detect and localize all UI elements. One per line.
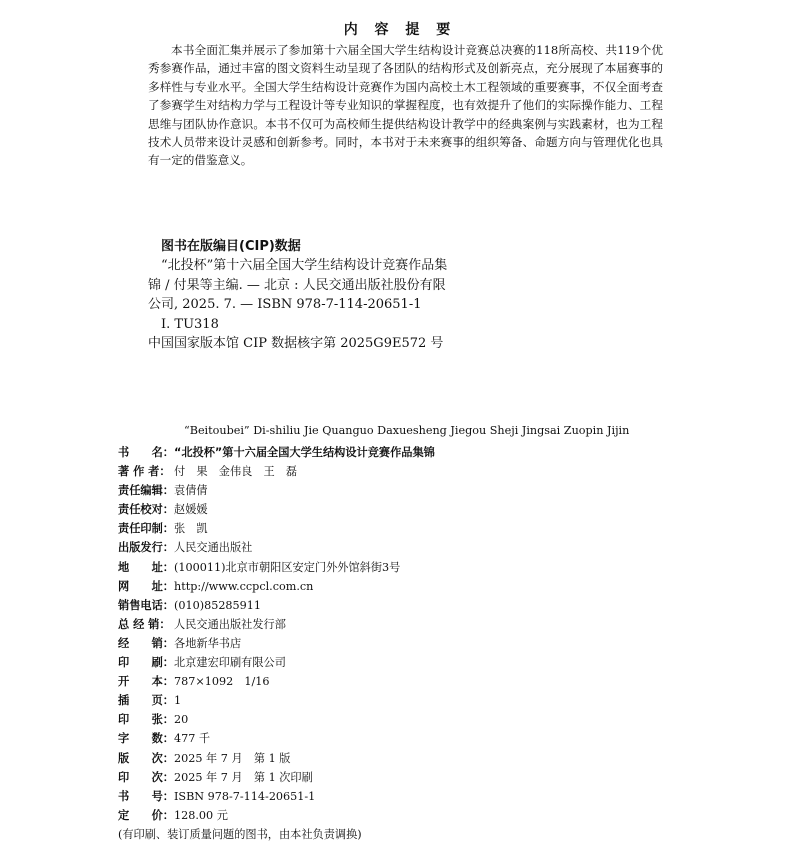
colophon-value: 付 果 金伟良 王 磊 (174, 465, 298, 479)
colophon-row-format (118, 672, 740, 691)
colophon-label: 总 经 销： (118, 617, 171, 631)
colophon-value: 人民交通出版社 (174, 541, 253, 555)
colophon-label: 责任编辑： (118, 484, 174, 498)
colophon-label: 地 址： (118, 560, 174, 574)
colophon-value: 北京建宏印刷有限公司 (174, 656, 286, 670)
colophon-row-price (118, 806, 740, 825)
colophon-row-proofreader (118, 500, 740, 519)
colophon-row-website (118, 577, 740, 596)
colophon-label: 出版发行： (118, 541, 174, 555)
colophon-label: 插 页： (118, 694, 174, 708)
cip-line: 锦 / 付果等主编. — 北京 : 人民交通出版社股份有限 (148, 277, 446, 293)
colophon-row-publisher (118, 538, 740, 557)
cip-line: 公司, 2025. 7. — ISBN 978-7-114-20651-1 (148, 297, 422, 313)
colophon-row-authors (118, 462, 740, 481)
colophon-row-impression (118, 768, 740, 787)
colophon-label: 书 号： (118, 789, 174, 803)
colophon-label: 印 张： (118, 713, 174, 727)
cip-line: Ⅰ. TU318 (161, 316, 219, 332)
colophon-value: 张 凯 (174, 522, 208, 536)
colophon-row-edition (118, 749, 740, 768)
colophon-value: “北投杯”第十六届全国大学生结构设计竞赛作品集锦 (174, 446, 435, 459)
colophon-table (118, 443, 740, 844)
colophon-label: 书 名： (118, 446, 174, 459)
colophon-value: (010)85285911 (174, 598, 262, 612)
colophon-label: 著 作 者： (118, 465, 171, 479)
colophon-row-isbn (118, 787, 740, 806)
pinyin-title: “Beitoubei” Di-shiliu Jie Quanguo Daxuesheng Jiegou Sheji Jingsai Zuopin Jijin (184, 424, 630, 437)
colophon-label: 定 价： (118, 808, 174, 822)
colophon-row-inserts (118, 691, 740, 710)
summary-paragraph: 本书全面汇集并展示了参加第十六届全国大学生结构设计竞赛总决赛的118所高校、共119个优秀参赛作品，通过丰富的图文资料生动呈现了各团队的结构形式及创新亮点，充分展现了本届赛事的多样性与专业水平。全国大学生结构设计竞赛作为国内高校土木工程领域的重要赛事，不仅全面考查了参赛学生对结构力学与工程设计等专业知识的掌握程度，也有效提升了他们的实际操作能力、工程思维与团队协作意识。本书不仅可为高校师生提供结构设计教学中的经典案例与实践素材，也为工程技术人员带来设计灵感和创新参考。同时，本书对于未来赛事的组织筹备、命题方向与管理优化也具有一定的借鉴意义。 (148, 43, 663, 168)
colophon-value: 477 千 (174, 732, 211, 746)
colophon-value: 20 (174, 713, 189, 727)
colophon-row-editor (118, 481, 740, 500)
cip-record (148, 256, 447, 354)
colophon-label: 字 数： (118, 732, 174, 746)
colophon-value: http://www.ccpcl.com.cn (174, 579, 314, 593)
colophon-row-sales-phone (118, 596, 740, 615)
colophon-value: 袁倩倩 (174, 484, 208, 498)
colophon-label: 版 次： (118, 751, 174, 765)
colophon-value: 赵媛媛 (174, 503, 208, 517)
colophon-label: 网 址： (118, 579, 174, 593)
summary-section (148, 41, 663, 170)
colophon-label: 开 本： (118, 675, 174, 689)
colophon-value: 1 (174, 694, 182, 708)
colophon-value: 人民交通出版社发行部 (174, 617, 286, 631)
colophon-label: 印 次： (118, 770, 174, 784)
colophon-value: ISBN 978-7-114-20651-1 (174, 789, 316, 803)
colophon-row-sheets (118, 710, 740, 729)
cip-line: 中国国家版本馆 CIP 数据核字第 2025G9E572 号 (148, 336, 444, 352)
colophon-value: 2025 年 7 月 第 1 次印刷 (174, 770, 313, 784)
summary-title: 内 容 提 要 (343, 22, 457, 38)
colophon-value: 各地新华书店 (174, 636, 242, 650)
colophon-row-print-supervisor (118, 519, 740, 538)
colophon-value: (100011)北京市朝阳区安定门外外馆斜街3号 (174, 560, 401, 574)
colophon-value: 128.00 元 (174, 808, 228, 822)
colophon-row-word-count (118, 729, 740, 748)
colophon-row-title (118, 443, 740, 462)
colophon-row-distributor (118, 615, 740, 634)
colophon-label: 印 刷： (118, 656, 174, 670)
colophon-row-address (118, 558, 740, 577)
colophon-label: 销售电话： (118, 598, 174, 612)
colophon-label: 经 销： (118, 636, 174, 650)
cip-heading: 图书在版编目(CIP)数据 (161, 239, 301, 254)
colophon-row-printer (118, 653, 740, 672)
colophon-label: 责任校对： (118, 503, 174, 517)
cip-line: “北投杯”第十六届全国大学生结构设计竞赛作品集 (161, 258, 448, 273)
colophon-label: 责任印制： (118, 522, 174, 536)
colophon-row-retailer (118, 634, 740, 653)
quality-note: (有印刷、装订质量问题的图书，由本社负责调换) (118, 827, 362, 841)
colophon-value: 787×1092 1/16 (174, 675, 270, 689)
colophon-value: 2025 年 7 月 第 1 版 (174, 751, 291, 765)
